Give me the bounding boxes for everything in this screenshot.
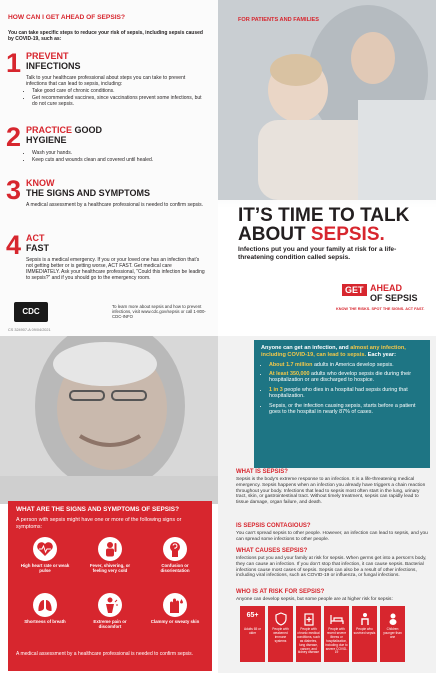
risk-adults-65-plus <box>240 606 265 662</box>
prevention-panel <box>0 0 218 336</box>
section-heading: WHO IS AT RISK FOR SEPSIS? <box>236 589 325 595</box>
cover-subtitle: Infections put you and your family at risk for a life-threatening condition called sepsis. <box>238 246 397 261</box>
section-body: You can’t spread sepsis to other people. However, an infection can lead to sepsis, and you can spread some infections to other people. <box>236 531 428 542</box>
what-is-sepsis-section <box>236 469 428 506</box>
symptom-label: Fever, shivering, or feeling very cold <box>89 563 131 574</box>
symptom-fever <box>83 537 137 573</box>
symptom-label: Extreme pain or discomfort <box>93 619 127 630</box>
step-number: 3 <box>6 175 22 205</box>
step-heading: ACT FAST <box>26 233 50 253</box>
sepsis-statistics-box <box>254 340 430 468</box>
risk-label: People with weakened immune systems <box>272 627 289 643</box>
step-number: 4 <box>6 230 22 260</box>
section-heading: WHAT CAUSES SEPSIS? <box>236 548 308 554</box>
person-icon <box>359 612 371 626</box>
signs-intro: A person with sepsis might have one or more of the following signs or symptoms: <box>16 517 182 530</box>
step-number: 1 <box>6 48 22 78</box>
risk-label: Children younger than one <box>383 627 402 639</box>
symptom-clammy-skin <box>148 593 202 624</box>
fever-icon <box>101 540 119 558</box>
risk-label: People with chronic medical conditions, such as diabetes, lung disease, cancer, and kidney disease <box>297 627 320 655</box>
is-sepsis-contagious-section <box>236 523 428 543</box>
risk-chronic-conditions <box>296 606 321 662</box>
risk-infants <box>380 606 405 662</box>
section-heading: WHAT IS SEPSIS? <box>236 469 288 475</box>
risk-label: Adults 65 or older <box>243 627 261 635</box>
age-65-icon: 65+ <box>246 612 259 619</box>
statistics-list <box>269 362 423 416</box>
risk-sepsis-survivors <box>352 606 377 662</box>
cdc-logo: CDC <box>14 302 48 322</box>
symptom-confusion <box>148 537 202 573</box>
get-ahead-of-sepsis-logo: GET AHEAD OF SEPSIS KNOW THE RISKS. SPOT THE SIGNS. ACT FAST. <box>336 283 432 311</box>
symptom-label: Shortness of breath <box>24 619 66 624</box>
symptom-label: Confusion or disorientation <box>160 563 190 574</box>
section-body: Sepsis is the body’s extreme response to an infection. It is a life-threatening medical emergency. Sepsis happens when an infection you already have triggers a chain reaction throughout your body. Infections that lead to sepsis most often start in the lung, urinary tract, skin, or gastrointestinal tract. Without timely treatment, sepsis can rapidly lead to tissue damage, organ failure, and death. <box>236 477 426 506</box>
section-body: Anyone can develop sepsis, but some people are at higher risk for sepsis: <box>236 597 393 602</box>
list-item: • About 1.7 million adults in America develop sepsis. <box>269 362 423 368</box>
panel-title: HOW CAN I GET AHEAD OF SEPSIS? <box>8 14 125 21</box>
publication-code: CS 324907-A 09/04/2021 <box>8 328 51 332</box>
pain-icon <box>101 596 119 614</box>
signs-footnote: A medical assessment by a healthcare professional is needed to confirm sepsis. <box>16 651 194 657</box>
step-heading: PRACTICE GOOD HYGIENE <box>26 125 103 145</box>
sweat-icon <box>166 596 184 614</box>
step-body: Talk to your healthcare professional about steps you can take to prevent infections that can lead to sepsis, including: • Take good care of chronic conditions. • Get recommended vaccines, since vaccinations prevent some infections, but do not cure sepsis. <box>26 75 206 107</box>
risk-label: People with recent severe illness or hospitalization, including due to severe COVID-19 <box>325 627 348 655</box>
step-heading: PREVENT INFECTIONS <box>26 51 81 71</box>
symptom-extreme-pain <box>83 593 137 629</box>
step-heading: KNOW THE SIGNS AND SYMPTOMS <box>26 178 151 198</box>
step-body: Sepsis is a medical emergency. If you or your loved one has an infection that’s not getting better or is getting worse, ACT FAST. Get medical care IMMEDIATELY. Ask your healthcare professional, “Could this infection be leading to sepsis?” and if you should go to the emergency room. <box>26 257 205 281</box>
signs-and-symptoms-box <box>8 501 212 671</box>
step-practice-good-hygiene <box>6 124 211 174</box>
list-item: • Keep cuts and wounds clean and covered until healed. <box>32 157 206 163</box>
panel-intro: You can take specific steps to reduce your risk of sepsis, including sepsis caused by COVID-19, such as: <box>8 30 203 42</box>
list-item: • Get recommended vaccines, since vaccinations prevent some infections, but do not cure sepsis. <box>32 95 206 107</box>
risk-recent-illness <box>324 606 349 662</box>
older-man-photo <box>0 336 218 504</box>
symptoms-panel <box>0 336 218 673</box>
list-item: • Wash your hands. <box>32 150 206 156</box>
heart-rate-icon <box>36 540 54 558</box>
risk-weakened-immune <box>268 606 293 662</box>
list-item: • 1 in 3 people who dies in a hospital had sepsis during that hospitalization. <box>269 387 423 400</box>
step-body: A medical assessment by a healthcare professional is needed to confirm sepsis. <box>26 202 204 208</box>
symptom-high-heart-rate <box>18 537 72 573</box>
facts-panel <box>218 336 436 673</box>
list-item: • Sepsis, or the infection causing sepsis, starts before a patient goes to the hospital in nearly 87% of cases. <box>269 403 423 416</box>
step-know-the-signs <box>6 177 211 225</box>
family-photo <box>218 0 436 200</box>
cover-panel <box>218 0 436 336</box>
hospital-bed-icon <box>330 612 344 626</box>
baby-icon <box>387 612 399 626</box>
risk-label: People who survived sepsis <box>353 627 376 635</box>
medical-clipboard-icon <box>303 612 315 626</box>
statistics-lead: Anyone can get an infection, and almost any infection, including COVID-19, can lead to sepsis. Each year: <box>261 345 406 358</box>
audience-label: FOR PATIENTS AND FAMILIES <box>238 17 320 23</box>
lungs-icon <box>36 596 54 614</box>
shield-icon <box>275 612 287 626</box>
section-heading: IS SEPSIS CONTAGIOUS? <box>236 523 311 529</box>
step-act-fast <box>6 232 211 298</box>
logo-tagline: KNOW THE RISKS. SPOT THE SIGNS. ACT FAST. <box>336 307 425 311</box>
cover-headline: IT’S TIME TO TALK ABOUT SEPSIS. <box>238 205 410 245</box>
symptom-shortness-of-breath <box>18 593 72 624</box>
learn-more-text: To learn more about sepsis and how to prevent infections, visit www.cdc.gov/sepsis or call 1-800-CDC-INFO <box>112 304 206 320</box>
what-causes-sepsis-section <box>236 548 428 579</box>
symptom-label: Clammy or sweaty skin <box>150 619 200 624</box>
step-number: 2 <box>6 122 22 152</box>
risk-groups <box>240 606 430 662</box>
step-prevent-infections <box>6 50 211 114</box>
list-item: • At least 350,000 adults who develop sepsis die during their hospitalization or are discharged to hospice. <box>269 371 423 384</box>
who-is-at-risk-section <box>236 589 428 603</box>
confusion-icon <box>166 540 184 558</box>
symptom-label: High heart rate or weak pulse <box>20 563 70 574</box>
list-item: • Take good care of chronic conditions. <box>32 88 206 94</box>
step-body <box>26 149 206 163</box>
signs-title: WHAT ARE THE SIGNS AND SYMPTOMS OF SEPSIS? <box>16 506 179 513</box>
section-body: Infections put you and your family at risk for sepsis. When germs get into a person’s body, they can cause an infection. If you don’t stop that infection, it can cause sepsis. Bacterial infections cause most cases of sepsis. Sepsis can also be a result of other infections, including viral infections, such as COVID-19 or influenza, or fungal infections. <box>236 556 427 579</box>
